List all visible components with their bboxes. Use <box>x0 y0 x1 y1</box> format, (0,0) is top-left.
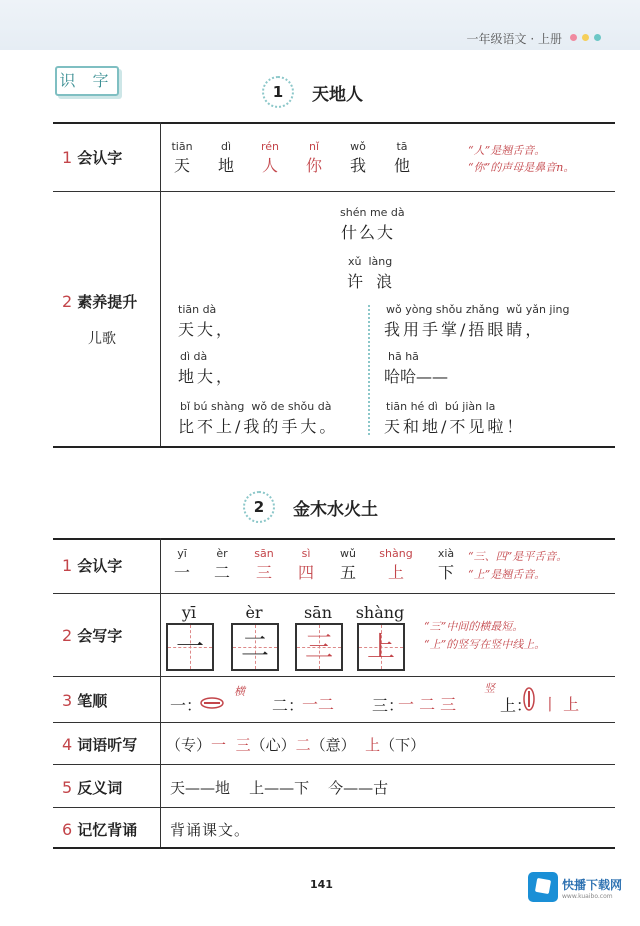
table2-divider <box>53 593 615 594</box>
l2-row3-num: 3 <box>62 691 73 710</box>
writing-grid-char: 上 <box>366 630 395 663</box>
poem-author: 许 浪 <box>347 272 397 291</box>
writing-grid-box <box>295 623 343 671</box>
stroke-heng-icon <box>198 690 228 712</box>
section-badge: 识 字 <box>55 66 119 96</box>
l2-row4-num: 4 <box>62 735 73 754</box>
stroke-tag-shu: 竖 <box>484 682 495 695</box>
l2-row4-header <box>62 734 137 755</box>
poem-title: 什么大 <box>341 223 396 242</box>
l2-row5-header <box>62 777 122 798</box>
table2-divider <box>53 807 615 808</box>
table2-bottom-border <box>53 847 615 849</box>
lesson2-number: 2 <box>243 491 275 523</box>
writing-grid-char: 二 <box>240 630 269 663</box>
stroke-shu-icon <box>522 686 536 712</box>
poem-author-pinyin: xǔ làng <box>348 255 393 268</box>
l2-row1-label: 会认字 <box>77 557 123 575</box>
l2-row2-label: 会写字 <box>77 627 123 645</box>
l2-note-2: “上”是翘舌音。 <box>468 568 546 581</box>
write-char-pinyin: sān <box>303 603 333 622</box>
l1-row1-header <box>62 147 122 168</box>
table1-col-divider <box>160 122 161 446</box>
table1-divider <box>53 191 615 192</box>
decor-dot-yellow <box>582 34 589 41</box>
l1-row1-num: 1 <box>62 148 73 167</box>
table2-divider <box>53 764 615 765</box>
poem-left-3: 比不上/我的手大。 <box>178 417 339 436</box>
l2-row6-header <box>62 819 137 840</box>
l2-write-note-1: “三”中间的横最短。 <box>424 620 524 633</box>
stroke-item-char: 二： <box>272 696 305 715</box>
l2-row1-header <box>62 555 122 576</box>
l2-row3-header <box>62 690 107 711</box>
l2-row3-label: 笔顺 <box>77 692 108 710</box>
poem-right-1-pinyin: wǒ yòng shǒu zhǎng wǔ yǎn jing <box>386 303 570 316</box>
recite-text: 背诵课文。 <box>170 821 251 839</box>
poem-column-separator <box>368 305 378 435</box>
l1-row2-num: 2 <box>62 292 73 311</box>
lesson1-title: 天地人 <box>312 85 363 105</box>
poem-title-pinyin: shén me dà <box>340 206 405 219</box>
char-item: sān 三 <box>254 547 274 582</box>
poem-right-3: 天和地/不见啦！ <box>384 417 526 436</box>
char-item: èr 二 <box>213 547 230 582</box>
l2-row5-label: 反义词 <box>77 779 123 797</box>
decor-dot-teal <box>594 34 601 41</box>
watermark-name: 快播下载网 <box>562 878 623 892</box>
char-item: sì 四 <box>297 547 314 582</box>
l2-row2-header <box>62 625 122 646</box>
write-char-pinyin: shàng <box>355 603 405 622</box>
l2-row4-label: 词语听写 <box>77 736 138 754</box>
char-item: nǐ 你 <box>305 140 322 175</box>
char-item: xià 下 <box>437 547 455 582</box>
l2-write-note-2: “上”的竖写在竖中线上。 <box>424 638 546 651</box>
l1-row2-header <box>62 291 137 312</box>
char-item: shàng 上 <box>379 547 413 582</box>
char-item: rén 人 <box>260 140 280 175</box>
poem-right-2: 哈哈—— <box>384 367 449 386</box>
l2-char-list <box>168 547 468 587</box>
stroke-tag-heng: 横 <box>234 685 245 698</box>
l1-row1-label: 会认字 <box>77 149 123 167</box>
poem-left-3-pinyin: bǐ bú shàng wǒ de shǒu dà <box>180 400 332 413</box>
l1-row2-label: 素养提升 <box>77 293 138 311</box>
l1-char-list <box>170 140 450 180</box>
writing-grid-box <box>231 623 279 671</box>
site-logo-icon <box>528 872 558 902</box>
table1-top-border <box>53 122 615 124</box>
dictation-words: （专）一 三（心）二（意） 上（下） <box>166 736 426 754</box>
writing-grid-box <box>166 623 214 671</box>
lesson2-title: 金木水火土 <box>293 500 378 520</box>
table2-divider <box>53 722 615 723</box>
poem-right-2-pinyin: hā hā <box>388 350 419 363</box>
stroke-item-char: 一： <box>170 696 203 715</box>
l1-note-2: “你”的声母是鼻音n。 <box>468 161 575 174</box>
table2-divider <box>53 676 615 677</box>
char-item: tiān 天 <box>171 140 193 175</box>
poem-left-2-pinyin: dì dà <box>180 350 208 363</box>
l1-note-1: “人”是翘舌音。 <box>468 144 546 157</box>
write-char-pinyin: yī <box>181 603 197 622</box>
stroke-item-char: 上： <box>500 696 533 715</box>
poem-left-2: 地大， <box>178 367 236 386</box>
char-item: dì 地 <box>217 140 234 175</box>
l1-row2-sublabel: 儿歌 <box>88 331 116 347</box>
l2-row6-label: 记忆背诵 <box>77 821 138 839</box>
write-char-pinyin: èr <box>245 603 263 622</box>
l2-row1-num: 1 <box>62 556 73 575</box>
stroke-sequence: 一二 <box>302 695 335 714</box>
book-title: 一年级语文 · 上册 <box>466 32 562 46</box>
poem-right-1: 我用手掌/捂眼睛， <box>384 320 545 339</box>
table2-col-divider <box>160 538 161 847</box>
table1-bottom-border <box>53 446 615 448</box>
poem-right-3-pinyin: tiān hé dì bú jiàn la <box>386 400 496 413</box>
l2-row5-num: 5 <box>62 778 73 797</box>
stroke-item-char: 三： <box>372 696 405 715</box>
char-item: yī 一 <box>173 547 190 582</box>
decor-dot-pink <box>570 34 577 41</box>
l2-row2-num: 2 <box>62 626 73 645</box>
stroke-sequence: 一 二 三 <box>398 695 457 714</box>
writing-grid-char: 一 <box>175 630 204 663</box>
l2-note-1: “三、四”是平舌音。 <box>468 550 568 563</box>
lesson1-number: 1 <box>262 76 294 108</box>
writing-grid-char: 三 <box>304 630 333 663</box>
char-item: tā 他 <box>393 140 410 175</box>
watermark-url: www.kuaibo.com <box>562 893 613 900</box>
poem-left-1: 天大， <box>178 320 236 339</box>
poem-left-1-pinyin: tiān dà <box>178 303 217 316</box>
stroke-sequence: 丨 上 <box>542 695 580 714</box>
char-item: wǒ 我 <box>349 140 366 175</box>
char-item: wǔ 五 <box>339 547 356 582</box>
l2-row6-num: 6 <box>62 820 73 839</box>
table2-top-border <box>53 538 615 540</box>
page-number: 141 <box>310 878 333 891</box>
writing-grid-box <box>357 623 405 671</box>
antonym-pairs: 天——地 上——下 今——古 <box>170 779 389 797</box>
